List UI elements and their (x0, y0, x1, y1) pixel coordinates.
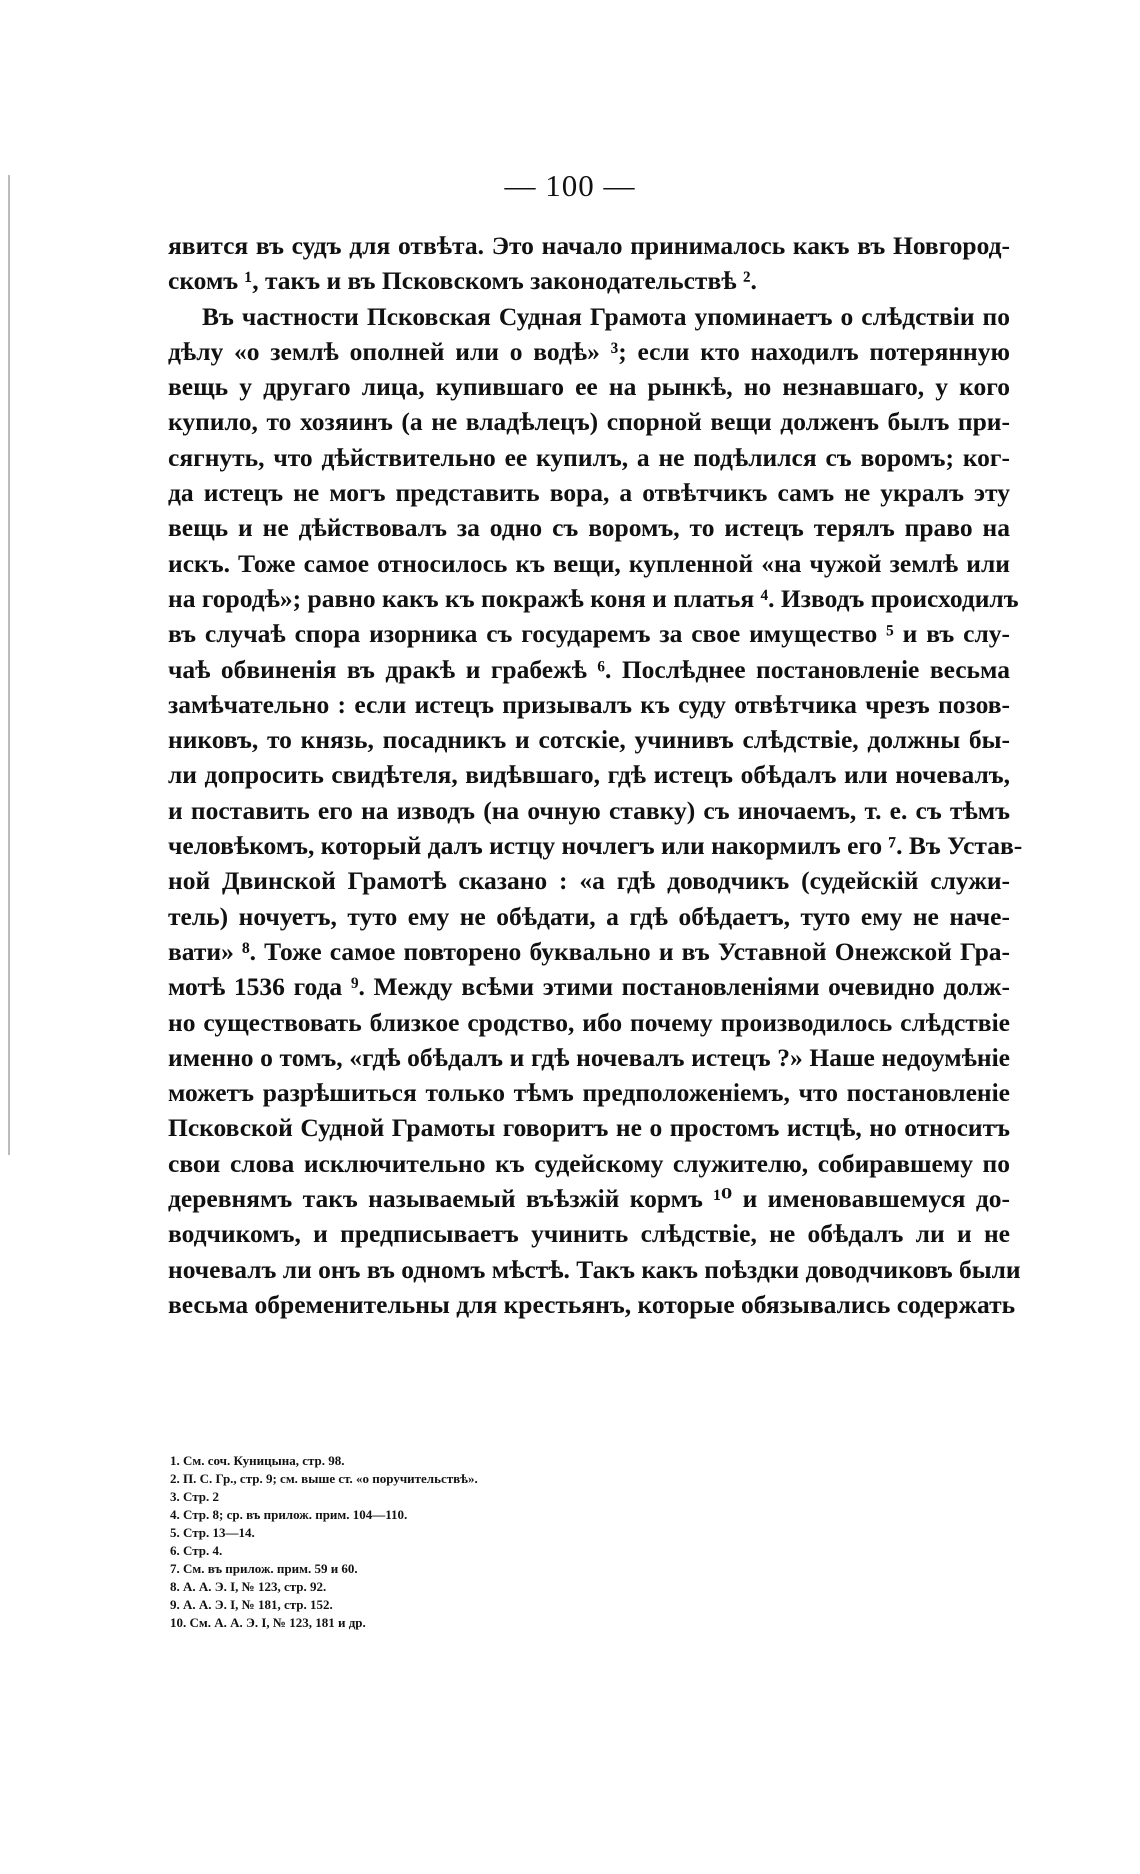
text-line: деревнямъ такъ называемый въѣзжій кормъ ¹⁰ и именовавшемуся до- (168, 1184, 1010, 1214)
text-line: да истецъ не могъ представить вора, а отвѣтчикъ самъ не укралъ эту (168, 478, 1010, 508)
footnote: 10. См. А. А. Э. I, № 123, 181 и др. (170, 1615, 366, 1630)
text-line: и поставить его на изводъ (на очную ставку) съ иночаемъ, т. е. съ тѣмъ (168, 795, 1010, 825)
body-text (168, 228, 1023, 1322)
text-line: вещь и не дѣйствовалъ за одно съ воромъ, то истецъ терялъ право на (168, 513, 1010, 543)
footnotes (170, 1452, 670, 1632)
text-line: никовъ, то князь, посадникъ и сотскіе, учинивъ слѣдствіе, должны бы- (168, 725, 1010, 755)
text-line: на городѣ»; равно какъ къ покражѣ коня и платья ⁴. Изводъ происходилъ (168, 583, 1019, 613)
text-line: Въ частности Псковская Судная Грамота упоминаетъ о слѣдствіи по (202, 301, 1010, 331)
footnote: 7. См. въ прилож. прим. 59 и 60. (170, 1561, 358, 1576)
text-line: замѣчательно : если истецъ призывалъ къ суду отвѣтчика чрезъ позов- (168, 689, 1010, 719)
footnote: 8. А. А. Э. I, № 123, стр. 92. (170, 1579, 327, 1594)
text-line: купило, то хозяинъ (а не владѣлецъ) спорной вещи долженъ былъ при- (168, 407, 1010, 437)
text-line: чаѣ обвиненія въ дракѣ и грабежѣ ⁶. Послѣднее постановленіе весьма (168, 654, 1010, 684)
text-line: ной Двинской Грамотѣ сказано : «а гдѣ доводчикъ (судейскій служи- (168, 866, 1010, 896)
text-line: въ случаѣ спора изорника съ государемъ за свое имущество ⁵ и въ слу- (168, 619, 1010, 649)
text-line: мотѣ 1536 года ⁹. Между всѣми этими постановленіями очевидно долж- (168, 972, 1010, 1002)
page-number: — 100 — (504, 168, 636, 203)
footnote: 9. А. А. Э. I, № 181, стр. 152. (170, 1597, 333, 1612)
text-line: ли допросить свидѣтеля, видѣвшаго, гдѣ истецъ обѣдалъ или ночевалъ, (168, 760, 1010, 790)
footnote: 1. См. соч. Куницына, стр. 98. (170, 1453, 345, 1468)
footnote: 4. Стр. 8; ср. въ прилож. прим. 104—110. (170, 1507, 408, 1522)
text-line: вещь у другаго лица, купившаго ее на рынкѣ, но незнавшаго, у кого (168, 372, 1010, 402)
text-line: тель) ночуетъ, туто ему не обѣдати, а гдѣ обѣдаетъ, туто ему не наче- (168, 901, 1010, 931)
text-line: весьма обременительны для крестьянъ, которые обязывались содержать (168, 1289, 1016, 1319)
footnote: 5. Стр. 13—14. (170, 1525, 255, 1540)
text-line: водчикомъ, и предписываетъ учинить слѣдствіе, не обѣдалъ ли и не (168, 1219, 1010, 1249)
footnote: 3. Стр. 2 (170, 1489, 219, 1504)
text-line: сягнуть, что дѣйствительно ее купилъ, а не подѣлился съ воромъ; ког- (168, 442, 1010, 472)
text-line: но существовать близкое сродство, ибо почему производилось слѣдствіе (168, 1007, 1010, 1037)
text-line: именно о томъ, «гдѣ обѣдалъ и гдѣ ночевалъ истецъ ?» Наше недоумѣніе (168, 1042, 1010, 1072)
footnote: 2. П. С. Гр., стр. 9; см. выше ст. «о поручительствѣ». (170, 1471, 478, 1486)
text-line: можетъ разрѣшиться только тѣмъ предположеніемъ, что постановленіе (168, 1078, 1010, 1108)
text-line: ночевалъ ли онъ въ одномъ мѣстѣ. Такъ какъ поѣздки доводчиковъ были (168, 1254, 1021, 1284)
text-line: свои слова исключительно къ судейскому служителю, собиравшему по (168, 1148, 1010, 1178)
text-line: дѣлу «о землѣ ополней или о водѣ» ³; если кто находилъ потерянную (168, 336, 1010, 366)
text-line: вати» ⁸. Тоже самое повторено буквально и въ Уставной Онежской Гра- (168, 936, 1010, 966)
footnote: 6. Стр. 4. (170, 1543, 223, 1558)
text-line: скомъ ¹, такъ и въ Псковскомъ законодательствѣ ². (168, 266, 757, 296)
left-margin-mark (8, 175, 10, 1155)
text-line: человѣкомъ, который далъ истцу ночлегъ или накормилъ его ⁷. Въ Устав- (168, 831, 1023, 861)
text-line: явится въ судъ для отвѣта. Это начало принималось какъ въ Новгород- (168, 231, 1010, 260)
text-line: Псковской Судной Грамоты говоритъ не о простомъ истцѣ, но относитъ (168, 1113, 1010, 1143)
text-line: искъ. Тоже самое относилось къ вещи, купленной «на чужой землѣ или (168, 548, 1010, 578)
